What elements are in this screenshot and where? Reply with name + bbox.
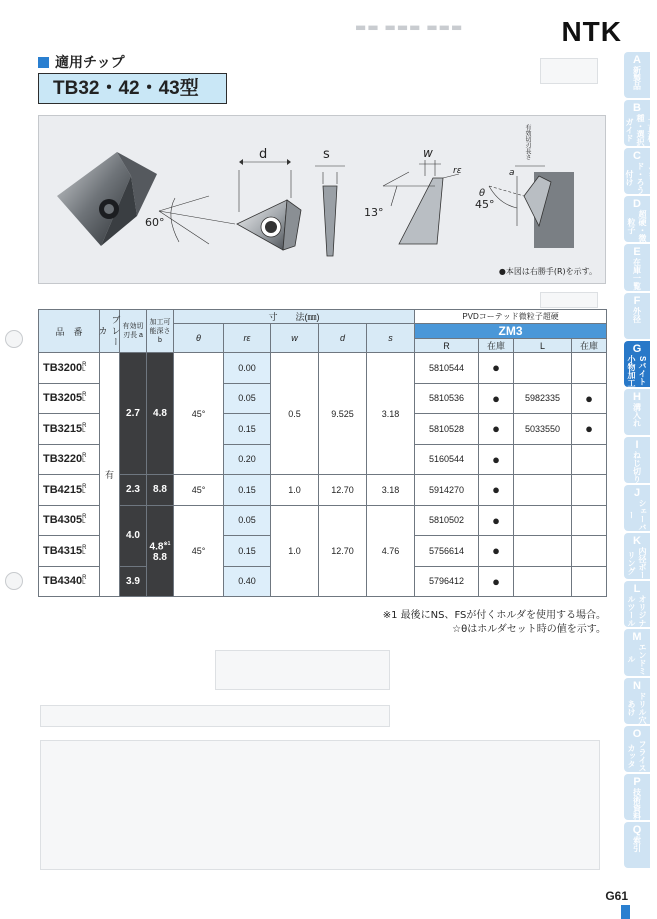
model-title: TB32・42・43型 <box>38 73 227 104</box>
header-d: d <box>319 324 367 353</box>
sidebar-tab-letter: H <box>633 390 641 403</box>
cell-stock-L <box>572 444 607 475</box>
sidebar-tab-label: ねじ切り <box>632 450 642 483</box>
label-13deg: 13° <box>364 206 384 219</box>
sidebar-tab-k[interactable] <box>624 533 650 579</box>
table-row <box>39 475 607 506</box>
cell-stock-L: ● <box>572 414 607 445</box>
sidebar-tab-letter: B <box>633 102 641 115</box>
ghost-box <box>540 292 598 308</box>
sidebar-tab-letter: D <box>633 198 641 211</box>
cell-rc: 0.40 <box>224 566 271 597</box>
sidebar-tab-letter: L <box>633 583 641 596</box>
section-title: 適用チップ <box>55 55 125 71</box>
sidebar-tab-n[interactable] <box>624 678 650 724</box>
label-d: d <box>259 147 268 162</box>
label-s: s <box>323 147 330 162</box>
cell-code-R: 5914270 <box>415 475 479 506</box>
binder-hole <box>5 572 23 590</box>
cell-a: 4.0 <box>120 505 147 566</box>
sidebar-tab-label: オリジナルツール <box>627 595 647 628</box>
cell-theta: 45° <box>174 505 224 597</box>
footnote-2: ☆θはホルダセット時の値を示す。 <box>452 624 606 635</box>
cell-code-R: 5810544 <box>415 353 479 384</box>
header-R: R <box>415 339 479 353</box>
product-name: TB4305R L <box>39 505 100 536</box>
cell-code-L <box>514 444 572 475</box>
cell-code-L: 5033550 <box>514 414 572 445</box>
cell-stock-L <box>572 536 607 567</box>
cell-w: 0.5 <box>271 353 319 475</box>
sidebar-tab-g[interactable] <box>624 341 650 387</box>
cell-code-L <box>514 536 572 567</box>
sidebar-tab-a[interactable] <box>624 52 650 98</box>
sidebar-tab-letter: Q <box>632 823 642 836</box>
header-w: w <box>271 324 319 353</box>
cell-b: 4.8$^{※1}$ 8.8 <box>147 505 174 597</box>
cell-w: 1.0 <box>271 475 319 506</box>
page-marker <box>621 905 630 919</box>
cell-a: 2.7 <box>120 353 147 475</box>
label-w: w <box>423 146 433 160</box>
cell-rc: 0.00 <box>224 353 271 384</box>
cell-stock-R: ● <box>479 566 514 597</box>
label-cut-length: 有効切刃長さ <box>524 124 531 160</box>
sidebar-tab-p[interactable] <box>624 774 650 820</box>
sidebar-tab-letter: G <box>632 342 642 355</box>
cell-rc: 0.05 <box>224 383 271 414</box>
cell-stock-L <box>572 475 607 506</box>
sidebar-tab-letter: M <box>632 631 642 644</box>
sidebar-tab-label: 工具材種・選択ガイド <box>625 114 656 147</box>
insert-drawing <box>39 116 607 285</box>
insert-tip-icon <box>383 160 459 244</box>
product-name: TB4315R L <box>39 536 100 567</box>
cell-stock-R: ● <box>479 353 514 384</box>
header-theta: θ <box>174 324 224 353</box>
header-pvd: PVDコーテッド微粒子超硬 <box>415 310 607 324</box>
sidebar-tab-label: ソリッド・ろう付け <box>625 162 656 195</box>
header-name: 品 番 <box>39 310 100 353</box>
sidebar-tab-letter: F <box>633 294 641 307</box>
cell-stock-R: ● <box>479 505 514 536</box>
sidebar-tab-letter: C <box>633 150 641 163</box>
insert-3d-icon <box>57 152 157 246</box>
cell-stock-R: ● <box>479 414 514 445</box>
sidebar-tab-label: ドリル穴あけ <box>627 691 647 724</box>
sidebar-tab-letter: A <box>633 54 641 66</box>
sidebar-tab-label: フライスカッタ <box>627 739 647 772</box>
sidebar-tab-label: 索引 <box>632 835 642 852</box>
ghost-text: ▬▬ ▬▬▬ ▬▬▬ <box>355 20 464 34</box>
sidebar-tab-label: 在庫一覧 <box>632 258 642 291</box>
sidebar-tab-c[interactable] <box>624 148 656 195</box>
insert-side-icon <box>315 166 345 256</box>
figure-note: ●本図は右勝手(R)を示す。 <box>498 267 597 276</box>
brand-logo: NTK <box>561 16 622 47</box>
cell-b: 8.8 <box>147 475 174 506</box>
sidebar-tab-label: シェーバー <box>627 499 647 532</box>
cell-a: 3.9 <box>120 566 147 597</box>
sidebar-tab-letter: I <box>635 438 639 451</box>
ghost-box <box>215 650 390 690</box>
cell-d: 9.525 <box>319 353 367 475</box>
cell-stock-L <box>572 505 607 536</box>
cell-stock-L <box>572 353 607 384</box>
cell-rc: 0.15 <box>224 536 271 567</box>
cell-code-R: 5160544 <box>415 444 479 475</box>
cell-stock-R: ● <box>479 444 514 475</box>
header-grade: ZM3 <box>415 324 607 339</box>
cell-code-R: 5810502 <box>415 505 479 536</box>
sidebar-tab-m[interactable] <box>624 629 650 675</box>
label-rc: rε <box>453 166 462 176</box>
footnote-1: ※1 最後にNS、FSが付くホルダを使用する場合。 <box>382 610 606 621</box>
product-name: TB4215R L <box>39 475 100 506</box>
breaker-cell: 有 <box>100 353 120 597</box>
sidebar-tab-letter: N <box>633 679 641 692</box>
sidebar-tab-label: 技術資料 <box>632 787 642 820</box>
cell-b: 4.8 <box>147 353 174 475</box>
holder-view-icon <box>489 166 574 248</box>
page-number: G61 <box>605 889 628 903</box>
product-name: TB4340R L <box>39 566 100 597</box>
header-stock-R: 在庫 <box>479 339 514 353</box>
sidebar-tab-label: Sバイト小物加工 <box>627 354 647 387</box>
label-a: a <box>509 168 515 178</box>
cell-theta: 45° <box>174 475 224 506</box>
sidebar-tab-o[interactable] <box>624 726 650 772</box>
cell-code-R: 5756614 <box>415 536 479 567</box>
cell-code-L <box>514 566 572 597</box>
label-60deg: 60° <box>145 216 165 229</box>
binder-hole <box>5 330 23 348</box>
sidebar-tab-q[interactable] <box>624 822 650 868</box>
label-theta: θ <box>479 188 486 199</box>
cell-stock-R: ● <box>479 383 514 414</box>
cell-code-L: 5982335 <box>514 383 572 414</box>
footnotes <box>383 609 606 637</box>
sidebar-tab-letter: P <box>633 775 641 788</box>
sidebar-tab-label: 新製品 <box>632 66 642 90</box>
product-name: TB3220R L <box>39 444 100 475</box>
cell-stock-R: ● <box>479 475 514 506</box>
table-row <box>39 353 607 384</box>
header-s: s <box>367 324 415 353</box>
cell-s: 4.76 <box>367 505 415 597</box>
sidebar-tab-label: 超硬・微粒子 <box>627 210 647 243</box>
cell-stock-L: ● <box>572 383 607 414</box>
cell-code-L <box>514 353 572 384</box>
cell-w: 1.0 <box>271 505 319 597</box>
product-name: TB3205R L <box>39 383 100 414</box>
insert-spec-table <box>38 309 607 597</box>
cell-rc: 0.05 <box>224 505 271 536</box>
cell-s: 3.18 <box>367 353 415 475</box>
sidebar-tab-b[interactable] <box>624 100 656 147</box>
sidebar-tab-e[interactable] <box>624 244 650 290</box>
cell-a: 2.3 <box>120 475 147 506</box>
sidebar-tab-label: エンドミル <box>627 643 647 676</box>
header-dims: 寸 法(㎜) <box>174 310 415 324</box>
ghost-box <box>40 705 390 727</box>
cell-rc: 0.20 <box>224 444 271 475</box>
product-name: TB3200R L <box>39 353 100 384</box>
insert-figure <box>38 115 606 284</box>
sidebar-tab-letter: K <box>633 535 641 548</box>
sidebar-tab-letter: J <box>633 487 641 500</box>
sidebar-tab-label: 内径ボーリング <box>627 547 647 580</box>
cell-d: 12.70 <box>319 505 367 597</box>
sidebar-tab-letter: O <box>632 727 642 740</box>
sidebar-tab-j[interactable] <box>624 485 650 531</box>
cell-d: 12.70 <box>319 475 367 506</box>
ghost-box <box>540 58 598 84</box>
section-marker-icon <box>38 57 49 68</box>
cell-code-R: 5810528 <box>415 414 479 445</box>
cell-theta: 45° <box>174 353 224 475</box>
header-stock-L: 在庫 <box>572 339 607 353</box>
header-a: 有効切刃長 a <box>120 310 147 353</box>
cell-code-L <box>514 475 572 506</box>
sidebar-tab-label: 溝入れ <box>632 402 642 427</box>
header-rc: rε <box>224 324 271 353</box>
ghost-box <box>40 740 600 870</box>
header-b: 加工可能深さ b <box>147 310 174 353</box>
cell-stock-R: ● <box>479 536 514 567</box>
section-heading <box>38 52 125 72</box>
cell-rc: 0.15 <box>224 414 271 445</box>
sidebar-tab-i[interactable] <box>624 437 650 483</box>
cell-code-L <box>514 505 572 536</box>
sidebar-tab-l[interactable] <box>624 581 650 627</box>
header-L: L <box>514 339 572 353</box>
sidebar-tab-letter: E <box>633 246 641 259</box>
sidebar-tab-h[interactable] <box>624 389 650 435</box>
insert-front-icon <box>159 159 301 250</box>
cell-code-R: 5810536 <box>415 383 479 414</box>
label-45deg: 45° <box>475 198 495 211</box>
cell-stock-L <box>572 566 607 597</box>
cell-code-R: 5796412 <box>415 566 479 597</box>
cell-rc: 0.15 <box>224 475 271 506</box>
sidebar-tab-label: 外径 <box>632 306 642 323</box>
table-row <box>39 505 607 536</box>
header-breaker: ブレーカ <box>100 310 120 353</box>
product-name: TB3215R L <box>39 414 100 445</box>
sidebar-tab-d[interactable] <box>624 196 650 242</box>
cell-s: 3.18 <box>367 475 415 506</box>
sidebar-tab-f[interactable] <box>624 293 650 339</box>
